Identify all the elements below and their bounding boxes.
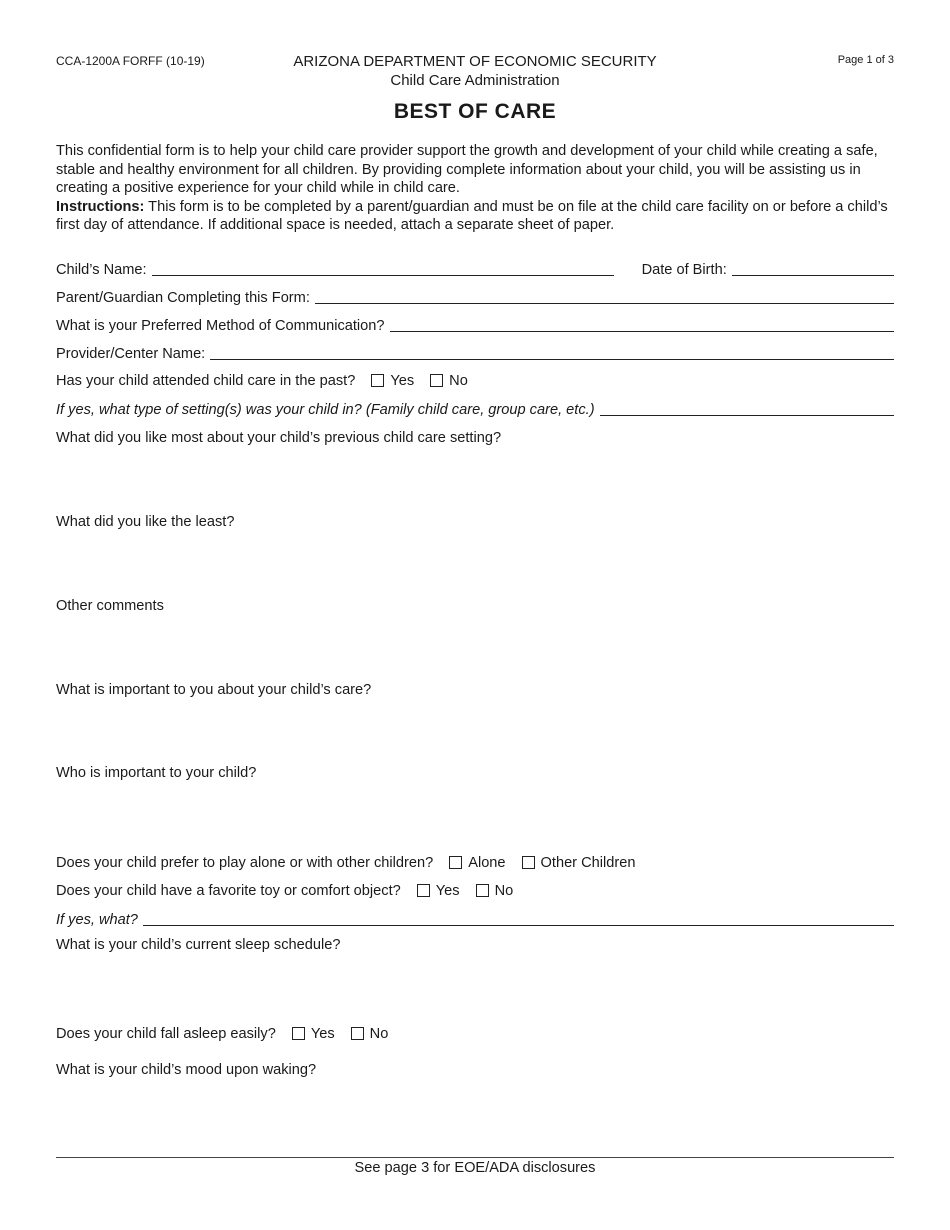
toy-no-option[interactable] bbox=[476, 883, 514, 899]
asleep-no-checkbox[interactable] bbox=[351, 1027, 364, 1040]
child-name-label: Child’s Name: bbox=[56, 262, 147, 278]
sleep-schedule-question: What is your child’s current sleep schedule? bbox=[56, 937, 341, 953]
attended-no-label: No bbox=[449, 373, 468, 389]
child-name-row bbox=[56, 262, 894, 278]
provider-field[interactable] bbox=[210, 358, 894, 360]
dob-field[interactable] bbox=[732, 274, 894, 276]
play-other-option[interactable] bbox=[522, 855, 636, 871]
play-alone-option[interactable] bbox=[449, 855, 505, 871]
toy-no-checkbox[interactable] bbox=[476, 884, 489, 897]
provider-row bbox=[56, 346, 894, 362]
setting-type-row bbox=[56, 402, 894, 418]
if-yes-what-field[interactable] bbox=[143, 924, 894, 926]
toy-yes-checkbox[interactable] bbox=[417, 884, 430, 897]
play-other-label: Other Children bbox=[540, 855, 636, 871]
liked-least-question: What did you like the least? bbox=[56, 514, 235, 530]
asleep-easily-label: Does your child fall asleep easily? bbox=[56, 1026, 276, 1042]
asleep-yes-checkbox[interactable] bbox=[292, 1027, 305, 1040]
liked-most-question: What did you like most about your child’s previous child care setting? bbox=[56, 430, 502, 446]
favorite-toy-label: Does your child have a favorite toy or comfort object? bbox=[56, 883, 401, 899]
child-name-field[interactable] bbox=[152, 274, 614, 276]
attended-label: Has your child attended child care in the past? bbox=[56, 373, 356, 389]
instructions-text: This form is to be completed by a parent/guardian and must be on file at the child care facility on or before a child’s first day of attendance. If additional space is needed, attach a separate sheet of paper. bbox=[56, 198, 888, 234]
setting-type-field[interactable] bbox=[600, 414, 894, 416]
communication-row bbox=[56, 318, 894, 334]
asleep-no-label: No bbox=[369, 1026, 389, 1042]
form-title: BEST OF CARE bbox=[393, 100, 557, 123]
intro-text bbox=[56, 142, 896, 235]
dob-label: Date of Birth: bbox=[641, 262, 727, 278]
asleep-no-option[interactable] bbox=[351, 1026, 389, 1042]
form-number: CCA-1200A FORFF (10-19) bbox=[56, 54, 205, 68]
toy-yes-option[interactable] bbox=[417, 883, 460, 899]
footer-text: See page 3 for EOE/ADA disclosures bbox=[354, 1160, 596, 1176]
play-alone-checkbox[interactable] bbox=[449, 856, 462, 869]
favorite-toy-row bbox=[56, 883, 894, 899]
agency-header bbox=[0, 52, 950, 90]
page-number: Page 1 of 3 bbox=[837, 54, 894, 66]
play-other-checkbox[interactable] bbox=[522, 856, 535, 869]
provider-label: Provider/Center Name: bbox=[56, 346, 206, 362]
other-comments-question: Other comments bbox=[56, 598, 164, 614]
mood-waking-question: What is your child’s mood upon waking? bbox=[56, 1062, 317, 1078]
instructions-label: Instructions: bbox=[56, 198, 145, 215]
important-care-question: What is important to you about your child’s care? bbox=[56, 682, 372, 698]
asleep-yes-option[interactable] bbox=[292, 1026, 335, 1042]
attended-yes-checkbox[interactable] bbox=[371, 374, 384, 387]
division-name: Child Care Administration bbox=[390, 72, 560, 89]
agency-name: ARIZONA DEPARTMENT OF ECONOMIC SECURITY bbox=[293, 53, 657, 70]
attended-no-checkbox[interactable] bbox=[430, 374, 443, 387]
asleep-yes-label: Yes bbox=[310, 1026, 335, 1042]
parent-row bbox=[56, 290, 894, 306]
attended-row bbox=[56, 373, 894, 389]
attended-yes-option[interactable] bbox=[371, 373, 414, 389]
communication-label: What is your Preferred Method of Communication? bbox=[56, 318, 385, 334]
parent-field[interactable] bbox=[315, 302, 894, 304]
asleep-easily-row bbox=[56, 1026, 894, 1042]
if-yes-what-row bbox=[56, 912, 894, 928]
play-pref-row bbox=[56, 855, 894, 871]
play-pref-label: Does your child prefer to play alone or with other children? bbox=[56, 855, 434, 871]
important-people-question: Who is important to your child? bbox=[56, 765, 257, 781]
toy-yes-label: Yes bbox=[435, 883, 460, 899]
footer-divider bbox=[56, 1157, 894, 1158]
parent-label: Parent/Guardian Completing this Form: bbox=[56, 290, 310, 306]
attended-yes-label: Yes bbox=[390, 373, 415, 389]
play-alone-label: Alone bbox=[468, 855, 506, 871]
toy-no-label: No bbox=[494, 883, 514, 899]
communication-field[interactable] bbox=[390, 330, 894, 332]
attended-no-option[interactable] bbox=[430, 373, 468, 389]
setting-type-label: If yes, what type of setting(s) was your child in? (Family child care, group care, etc.) bbox=[56, 402, 595, 418]
intro-paragraph: This confidential form is to help your child care provider support the growth and development of your child while creating a safe, stable and healthy environment for all children. By providing complete information about your child, you will be assisting us in creating a positive experience for your child while in child care. bbox=[56, 143, 878, 197]
if-yes-what-label: If yes, what? bbox=[56, 912, 138, 928]
